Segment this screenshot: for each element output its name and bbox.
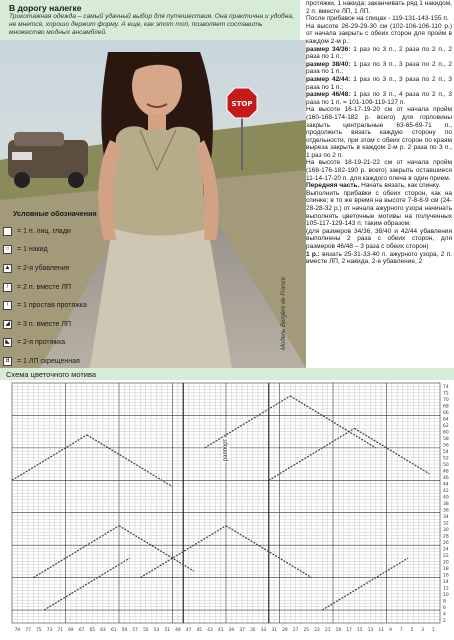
row-number: 42: [443, 489, 449, 495]
column-number: 51: [164, 628, 170, 633]
slip-symbol-icon: \: [3, 301, 12, 310]
section-label: Передняя часть.: [306, 182, 360, 190]
column-number: 13: [367, 628, 374, 633]
row-number: 18: [443, 566, 449, 572]
row-number: 70: [443, 398, 449, 404]
legend: [3, 210, 113, 371]
row-number: 52: [443, 456, 449, 462]
row-number: 26: [443, 540, 449, 546]
legend-label: = 2-я убавление: [17, 264, 70, 272]
size-text: 1 раз по 3 п., 3 раза по 2 п., 2 раза по 1 п.;: [306, 60, 452, 76]
column-number: 43: [207, 628, 213, 633]
row-number: 40: [443, 495, 449, 501]
row-number: 74: [443, 385, 449, 391]
size-instruction: [306, 61, 452, 76]
column-number: 47: [185, 628, 192, 633]
legend-label: = 1 простая протяжка: [17, 302, 87, 310]
row-number: 66: [443, 411, 449, 417]
instruction-paragraph: протяжки, 1 накида; заканчивать ряд 1 накидом, 2 п. вместе ЛП, 1 ЛП.: [306, 0, 452, 15]
column-number: 1: [431, 628, 435, 633]
row-number: 24: [443, 547, 449, 553]
legend-label: = 2 п. вместе ЛП: [17, 283, 71, 291]
instruction-paragraph: (для размеров 34/36, 38/40 и 42/44 убавления выполнены 2 раза с обеих сторон, для размеров 46/48 – 3 раза с обеих сторон): [306, 227, 452, 250]
article-title: В дорогу налегке: [9, 3, 82, 13]
column-number: 55: [143, 628, 149, 633]
row-number: 60: [443, 430, 449, 436]
row-number: 64: [443, 417, 449, 423]
instruction-paragraph: Выполнить прибавки с обеих сторон, как на спинке; в то же время на высоте 7-8-8-9 см (24-28-28-32 р.) от начала ажурного узора начинать выполнять цветочные мотивы на полученных 105-117-129-143 п. таким образом:: [306, 189, 452, 228]
row-number: 38: [443, 502, 449, 507]
legend-item: [3, 259, 113, 278]
column-number: 75: [36, 628, 42, 633]
legend-label: = 2-я протяжка: [17, 339, 66, 347]
row-number: 32: [443, 521, 449, 527]
size-label: размер 46/48:: [306, 91, 351, 99]
legend-label: = 1 ЛП скрещенная: [17, 357, 80, 365]
row-number: 2: [443, 618, 446, 624]
column-number: 17: [346, 628, 352, 633]
photo-credit: Модель Bergère de France: [281, 276, 287, 350]
column-number: 37: [239, 628, 245, 633]
instruction-paragraph: На высоте 26-29-29-30 см (102-106-106-110 р.) от начала закрыть с обеих сторон для пройм в каждом 2-м р.:: [306, 22, 452, 45]
stitch-grid: [2, 381, 452, 637]
row-number: 30: [443, 527, 449, 533]
section-text: Начать вязать, как спинку.: [361, 182, 441, 190]
column-number: 19: [335, 628, 342, 633]
row-number: 6: [443, 605, 446, 611]
size-instruction: [306, 91, 452, 106]
row-number: 34: [443, 514, 449, 520]
row-number: 68: [443, 404, 449, 410]
column-number: 61: [110, 628, 117, 633]
double-slip-symbol-icon: ◣: [3, 338, 12, 347]
column-number: 35: [250, 628, 256, 633]
row-number: 4: [443, 612, 446, 618]
column-number: 33: [260, 628, 267, 633]
instructions-column: [306, 0, 452, 368]
instruction-paragraph: После прибавок на спицах - 119-131-143-155 п.: [306, 15, 449, 23]
column-number: 77: [25, 628, 31, 633]
row-number: 12: [443, 586, 449, 592]
stitch-chart: [2, 381, 452, 637]
column-number: 39: [228, 628, 235, 633]
front-instruction: [306, 182, 452, 190]
knit-symbol-icon: [3, 227, 12, 236]
row-number: 14: [443, 579, 449, 585]
legend-label: = 1 накид: [17, 246, 48, 254]
column-number: 59: [121, 628, 128, 633]
column-number: 23: [314, 628, 320, 633]
row-number: 50: [443, 463, 449, 469]
chart-title: Схема цветочного мотива: [6, 370, 97, 379]
row-label: 1 р.:: [306, 250, 320, 258]
stop-sign-text: STOP: [231, 100, 253, 108]
size-text: 1 раз по 3 п., 4 раза по 2 п., 3 раза по 1 п. = 101-109-119-127 п.: [306, 91, 452, 106]
k2tog-symbol-icon: /: [3, 283, 12, 292]
instruction-paragraph: На высоте 16-17-19-20 см от начала пройм (160-168-174-182 р. всего) для горловины закрыть центральные 63-65-69-71 п., продолжить вязать каждую сторону по отдельности, при этом с обеих сторон по краям вырезa закрыть в каждом 2-м р. 2 раза по 3 п., 1 раз по 2 п.: [306, 106, 452, 159]
row-instruction: [306, 251, 452, 266]
row-number: 16: [443, 573, 449, 579]
row-number: 62: [443, 424, 449, 430]
column-number: 67: [78, 628, 85, 633]
row-number: 10: [443, 592, 449, 598]
legend-item: [3, 334, 113, 353]
column-number: 11: [378, 628, 384, 633]
column-number: 29: [282, 628, 288, 633]
size-text: 1 раз по 3 п., 2 раза по 2 п., 2 раза по 1 п.;: [306, 45, 452, 61]
column-number: 71: [57, 628, 63, 633]
row-number: 8: [443, 599, 446, 605]
column-number: 63: [100, 628, 106, 633]
row-number: 36: [443, 508, 449, 514]
size-text: 1 раз по 3 п., 3 раза по 2 п., 3 раза по 1 п.;: [306, 75, 452, 91]
column-number: 57: [132, 628, 138, 633]
row-number: 44: [443, 482, 449, 488]
size-label: размер 34/36:: [306, 45, 351, 53]
column-number: 21: [324, 628, 331, 633]
row-number: 48: [443, 469, 449, 475]
column-number: 9: [389, 628, 392, 633]
row-number: 58: [443, 437, 449, 443]
size-label: размер 42/44:: [306, 75, 351, 83]
legend-item: [3, 278, 113, 297]
decrease-symbol-icon: ▲: [4, 264, 11, 271]
column-number: 31: [271, 628, 277, 633]
intro-text: Трикотажная одежда – самый удачный выбор для путешествия. Она практична и удобна, не мнется, хорошо держит форму. А еще, как этот топ, позволяет составить множество модных ансамблей.: [9, 13, 294, 36]
legend-item: [3, 241, 113, 260]
column-number: 7: [399, 628, 403, 633]
column-number: 25: [303, 628, 310, 633]
twisted-knit-symbol-icon: ꓤ: [3, 357, 12, 366]
column-number: 69: [68, 628, 74, 633]
column-number: 45: [196, 628, 203, 633]
column-number: 5: [410, 628, 414, 633]
column-number: 49: [175, 628, 181, 633]
column-number: 3: [421, 628, 425, 633]
column-number: 15: [357, 628, 363, 633]
legend-item: [3, 296, 113, 315]
row-text: вязать 25-31-33-40 п. ажурного узора, 2 п. вместе ЛП, 2 накида, 2-е убавление, 2: [306, 250, 452, 266]
column-number: 79: [14, 628, 21, 633]
repeat-label: раппорт: [223, 438, 230, 462]
column-number: 27: [292, 628, 299, 633]
legend-label: = 3 п. вместе ЛП: [17, 320, 71, 328]
legend-title: Условные обозначения: [13, 209, 97, 218]
legend-item: [3, 315, 113, 334]
row-number: 72: [443, 391, 449, 397]
size-label: размер 38/40:: [306, 60, 351, 68]
row-number: 54: [443, 450, 449, 456]
row-number: 20: [443, 560, 449, 566]
column-number: 53: [153, 628, 160, 633]
legend-label: = 1 п. лиц. глади: [17, 227, 71, 235]
size-instruction: [306, 76, 452, 91]
yarn-over-symbol-icon: ○: [3, 245, 12, 254]
size-instruction: [306, 46, 452, 61]
column-number: 41: [217, 628, 224, 633]
column-number: 65: [89, 628, 96, 633]
row-number: 56: [443, 443, 449, 449]
row-number: 22: [443, 553, 449, 559]
row-number: 46: [443, 476, 449, 482]
legend-item: [3, 222, 113, 241]
row-number: 28: [443, 534, 449, 540]
column-number: 73: [46, 628, 53, 633]
k3tog-symbol-icon: ◢: [3, 320, 12, 329]
instruction-paragraph: На высоте 18-19-21-22 см от начала пройм (168-176-182-190 р. всего) закрыть оставшиеся 11-14-17-20 п. для каждого плеча в один прием.: [306, 159, 452, 182]
